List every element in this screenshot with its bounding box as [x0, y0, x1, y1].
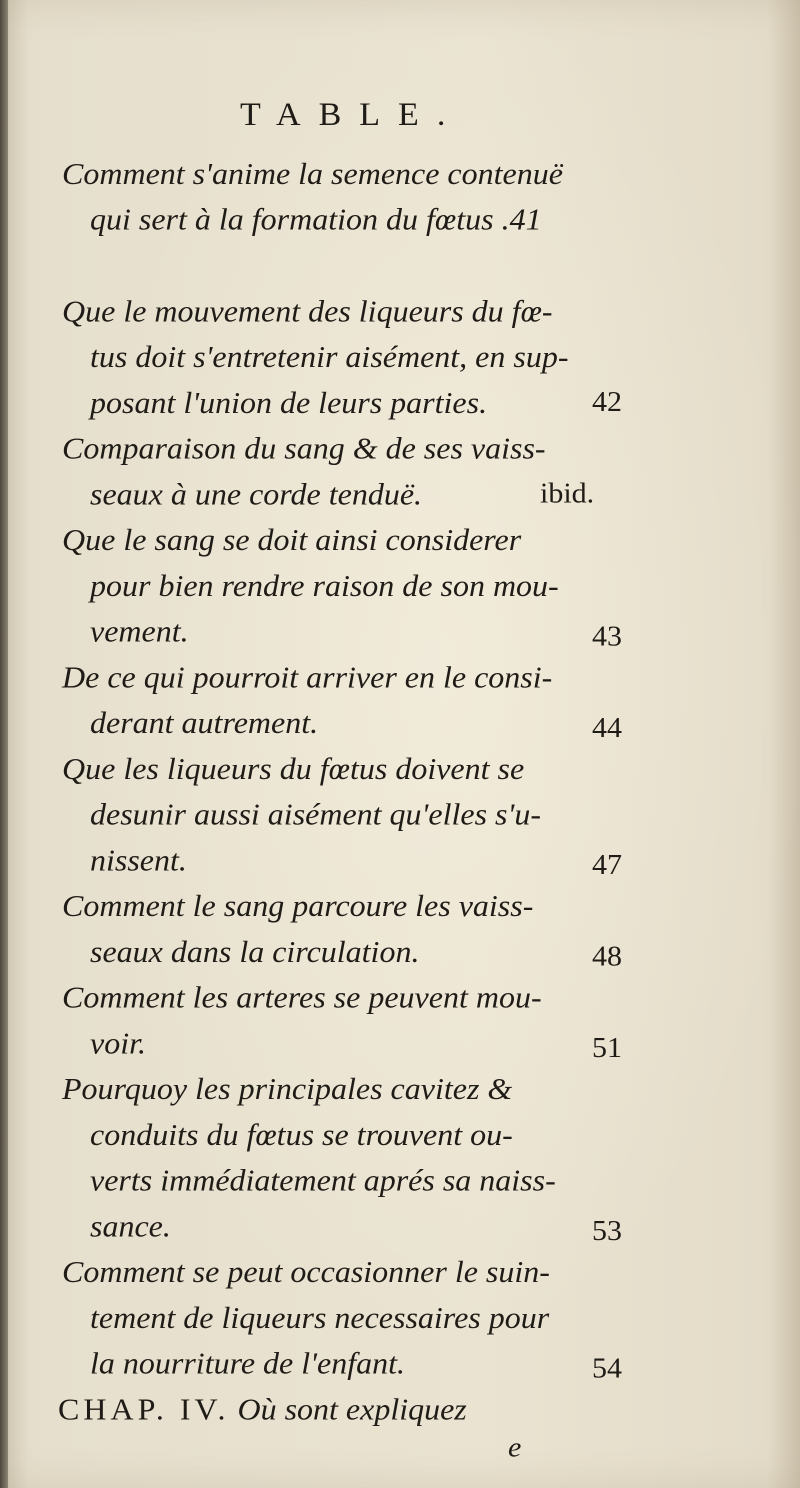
toc-page-number: 51 — [592, 1032, 622, 1064]
toc-entry-line: posant l'union de leurs parties. — [90, 385, 488, 420]
toc-page-number: 42 — [592, 386, 622, 418]
toc-entry-line: Que le sang se doit ainsi considerer — [62, 522, 522, 557]
toc-entry-line: qui sert à la formation du fœtus .41 — [90, 202, 542, 237]
toc-entry-line: vement. — [90, 613, 189, 649]
toc-page-number: 48 — [592, 940, 622, 973]
toc-entry-line: tement de liqueurs necessaires pour — [90, 1300, 550, 1335]
page-heading: TABLE. — [240, 97, 464, 133]
toc-entry-line: Comment s'anime la semence contenuë — [62, 156, 563, 191]
toc-entry-line: Comment se peut occasionner le suin- — [62, 1254, 550, 1289]
toc-entry-line: Comment le sang parcoure les vaiss- — [62, 888, 534, 923]
toc-entry-line: Comparaison du sang & de ses vaiss- — [62, 430, 546, 466]
toc-entry-line: nissent. — [90, 842, 187, 878]
toc-entry-line: De ce qui pourroit arriver en le consi- — [62, 659, 553, 695]
toc-page-number: 43 — [592, 620, 622, 653]
toc-entry-line: conduits du fœtus se trouvent ou- — [90, 1117, 513, 1152]
toc-entry-line: Que le mouvement des liqueurs du fœ- — [62, 293, 553, 328]
toc-entry-line: Que les liqueurs du fœtus doivent se — [62, 751, 525, 786]
toc-entry-line: pour bien rendre raison de son mou- — [90, 568, 559, 603]
chapter-label: CHAP. IV. — [58, 1391, 230, 1427]
toc-entry-line: seaux à une corde tenduë. — [90, 476, 423, 511]
toc-page-number: 44 — [592, 712, 622, 744]
toc-entry-line: tus doit s'entretenir aisément, en sup- — [90, 339, 569, 374]
toc-entry-line: derant autrement. — [90, 705, 319, 740]
toc-page-number: ibid. — [540, 477, 595, 510]
toc-entry-line: Pourquoy les principales cavitez & — [62, 1071, 513, 1106]
toc-entry-line: sance. — [90, 1208, 171, 1244]
chapter-heading-line — [58, 1390, 467, 1428]
toc-entry-line: verts immédiatement aprés sa naiss- — [90, 1163, 556, 1198]
toc-entry-line: voir. — [90, 1025, 146, 1061]
toc-page-number: 54 — [592, 1352, 622, 1385]
toc-entry-line: Comment les arteres se peuvent mou- — [62, 979, 542, 1015]
toc-entry-line: la nourriture de l'enfant. — [90, 1346, 405, 1381]
catchword: e — [508, 1431, 522, 1464]
toc-entry-line: desunir aussi aisément qu'elles s'u- — [90, 796, 541, 832]
toc-page-number: 53 — [592, 1215, 622, 1247]
chapter-text: Où sont expliquez — [237, 1391, 467, 1427]
toc-page-number: 47 — [592, 849, 622, 881]
toc-entry-line: seaux dans la circulation. — [90, 934, 420, 969]
